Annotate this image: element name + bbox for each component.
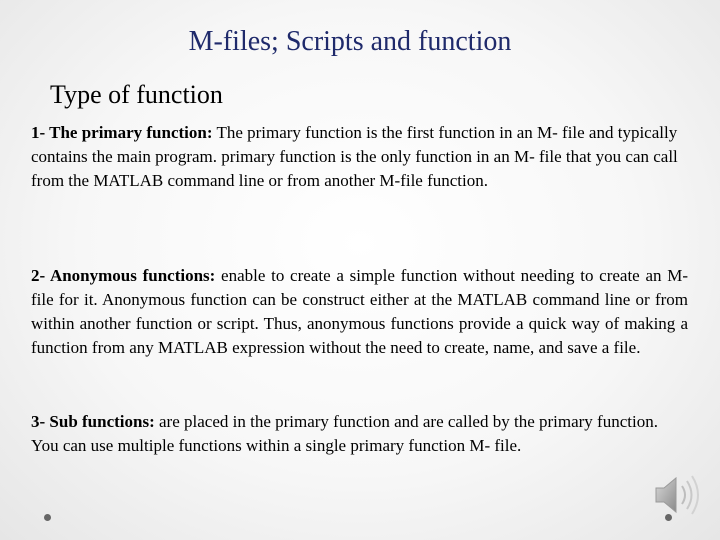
section-text: are placed in the primary function and are called by the primary function. You can use multiple functions within a single primary function M- file. xyxy=(31,412,658,455)
section-primary-function xyxy=(31,121,688,193)
section-anonymous-functions xyxy=(31,264,688,360)
speaker-icon[interactable] xyxy=(650,470,705,522)
section-text: The primary function is the first function in an M- file and typically contains the main program. primary function is the only function in an M- file that you can call from the MATLAB command line or from another M-file function. xyxy=(31,123,678,190)
slide-title: M-files; Scripts and function xyxy=(188,26,512,57)
slide-subtitle: Type of function xyxy=(50,80,223,109)
section-heading: 2- Anonymous functions: xyxy=(31,266,216,285)
section-sub-functions xyxy=(31,410,688,458)
section-heading: 3- Sub functions: xyxy=(31,412,155,431)
bullet-dot-left xyxy=(44,514,51,521)
section-text: enable to create a simple function without needing to create an M- file for it. Anonymous function can be construct either at the MATLAB command line or from within another function or script. Thus, anonymous functions provide a quick way of making a function from any MATLAB expression without the need to create, name, and save a file. xyxy=(31,266,688,357)
section-heading: 1- The primary function: xyxy=(31,123,213,142)
